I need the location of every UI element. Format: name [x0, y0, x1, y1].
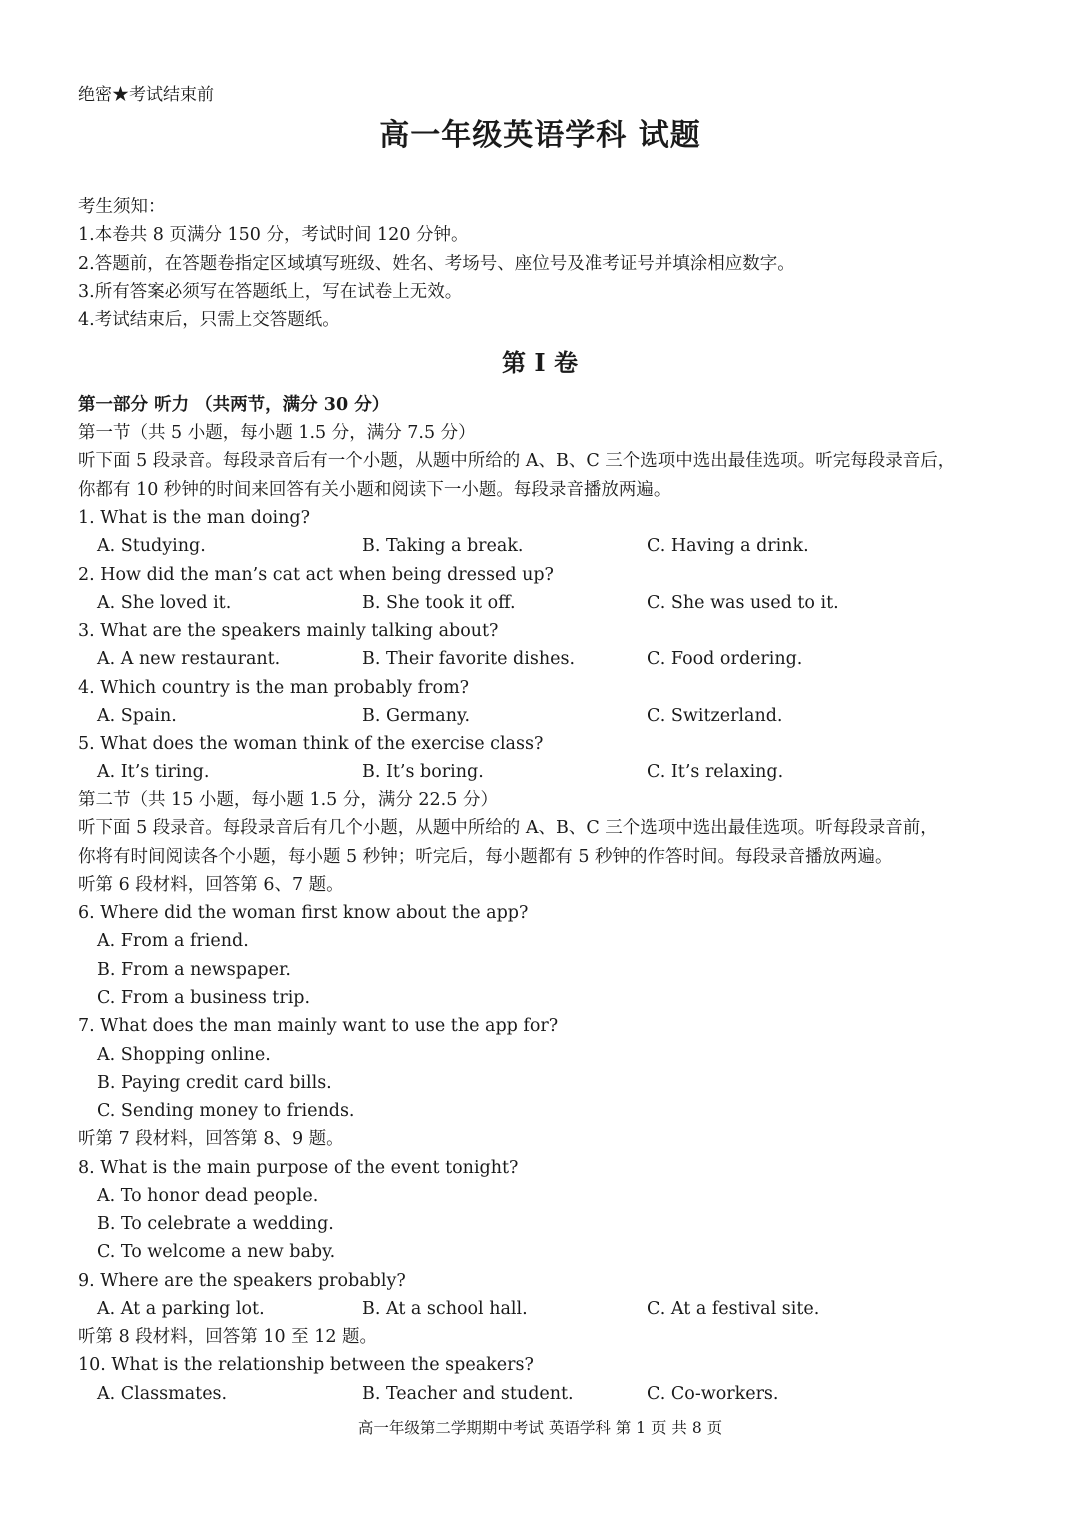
section-title: 第一节（共 5 小题，每小题 1.5 分，满分 7.5 分）	[78, 423, 476, 443]
option-b: B. Paying credit card bills.	[97, 1073, 332, 1093]
question-stem: 5. What does the woman think of the exercise class?	[78, 734, 544, 754]
option-a: A. She loved it.	[97, 593, 232, 613]
section-title: 第二节（共 15 小题，每小题 1.5 分，满分 22.5 分）	[78, 790, 498, 810]
question-stem: 2. How did the man’s cat act when being dressed up?	[78, 565, 554, 585]
option-c: C. Switzerland.	[647, 706, 783, 726]
option-b: B. Teacher and student.	[362, 1384, 574, 1404]
option-c: C. Sending money to friends.	[97, 1101, 355, 1121]
option-a: A. It’s tiring.	[97, 762, 210, 782]
option-a: A. At a parking lot.	[97, 1299, 265, 1319]
section-instruction: 你将有时间阅读各个小题，每小题 5 秒钟；听完后，每小题都有 5 秒钟的作答时间。每段录音播放两遍。	[78, 847, 893, 867]
notice-item: 2.答题前，在答题卷指定区域填写班级、姓名、考场号、座位号及准考证号并填涂相应数字。	[78, 254, 795, 274]
option-c: C. From a business trip.	[97, 988, 311, 1008]
question-stem: 1. What is the man doing?	[78, 508, 310, 528]
question-stem: 4. Which country is the man probably from?	[78, 678, 470, 698]
option-b: B. At a school hall.	[362, 1299, 528, 1319]
option-c: C. At a festival site.	[647, 1299, 820, 1319]
option-c: C. It’s relaxing.	[647, 762, 784, 782]
part-title: 第一部分 听力 （共两节，满分 30 分）	[78, 395, 390, 415]
option-a: A. From a friend.	[97, 931, 249, 951]
confidential-mark: 绝密★考试结束前	[78, 85, 214, 105]
option-b: B. She took it off.	[362, 593, 516, 613]
option-b: B. Their favorite dishes.	[362, 649, 576, 669]
notice-heading: 考生须知：	[78, 197, 166, 217]
volume-heading: 第 I 卷	[502, 348, 578, 377]
option-c: C. She was used to it.	[647, 593, 839, 613]
option-b: B. It’s boring.	[362, 762, 484, 782]
question-stem: 7. What does the man mainly want to use the app for?	[78, 1016, 559, 1036]
question-stem: 3. What are the speakers mainly talking about?	[78, 621, 499, 641]
option-a: A. Studying.	[97, 536, 206, 556]
option-a: A. Classmates.	[97, 1384, 228, 1404]
material-heading: 听第 8 段材料，回答第 10 至 12 题。	[78, 1327, 378, 1347]
option-c: C. To welcome a new baby.	[97, 1242, 336, 1262]
option-a: A. A new restaurant.	[97, 649, 281, 669]
option-c: C. Food ordering.	[647, 649, 803, 669]
option-c: C. Co-workers.	[647, 1384, 779, 1404]
section-instruction: 你都有 10 秒钟的时间来回答有关小题和阅读下一小题。每段录音播放两遍。	[78, 480, 672, 500]
material-heading: 听第 6 段材料，回答第 6、7 题。	[78, 875, 344, 895]
option-b: B. From a newspaper.	[97, 960, 291, 980]
option-a: A. Shopping online.	[97, 1045, 271, 1065]
page-title: 高一年级英语学科 试题	[379, 118, 701, 153]
notice-item: 1.本卷共 8 页满分 150 分，考试时间 120 分钟。	[78, 225, 469, 245]
section-instruction: 听下面 5 段录音。每段录音后有几个小题，从题中所给的 A、B、C 三个选项中选出最佳选项。听每段录音前，	[78, 818, 938, 838]
option-b: B. Germany.	[362, 706, 471, 726]
option-a: A. Spain.	[97, 706, 177, 726]
page-footer: 高一年级第二学期期中考试 英语学科 第 1 页 共 8 页	[357, 1419, 723, 1437]
option-c: C. Having a drink.	[647, 536, 809, 556]
option-b: B. Taking a break.	[362, 536, 524, 556]
option-b: B. To celebrate a wedding.	[97, 1214, 334, 1234]
material-heading: 听第 7 段材料，回答第 8、9 题。	[78, 1129, 344, 1149]
question-stem: 6. Where did the woman first know about the app?	[78, 903, 529, 923]
question-stem: 10. What is the relationship between the speakers?	[78, 1355, 534, 1375]
question-stem: 8. What is the main purpose of the event tonight?	[78, 1158, 519, 1178]
notice-item: 3.所有答案必须写在答题纸上，写在试卷上无效。	[78, 282, 463, 302]
section-instruction: 听下面 5 段录音。每段录音后有一个小题，从题中所给的 A、B、C 三个选项中选出最佳选项。听完每段录音后，	[78, 451, 956, 471]
notice-item: 4.考试结束后，只需上交答题纸。	[78, 310, 340, 330]
option-a: A. To honor dead people.	[97, 1186, 319, 1206]
question-stem: 9. Where are the speakers probably?	[78, 1271, 406, 1291]
